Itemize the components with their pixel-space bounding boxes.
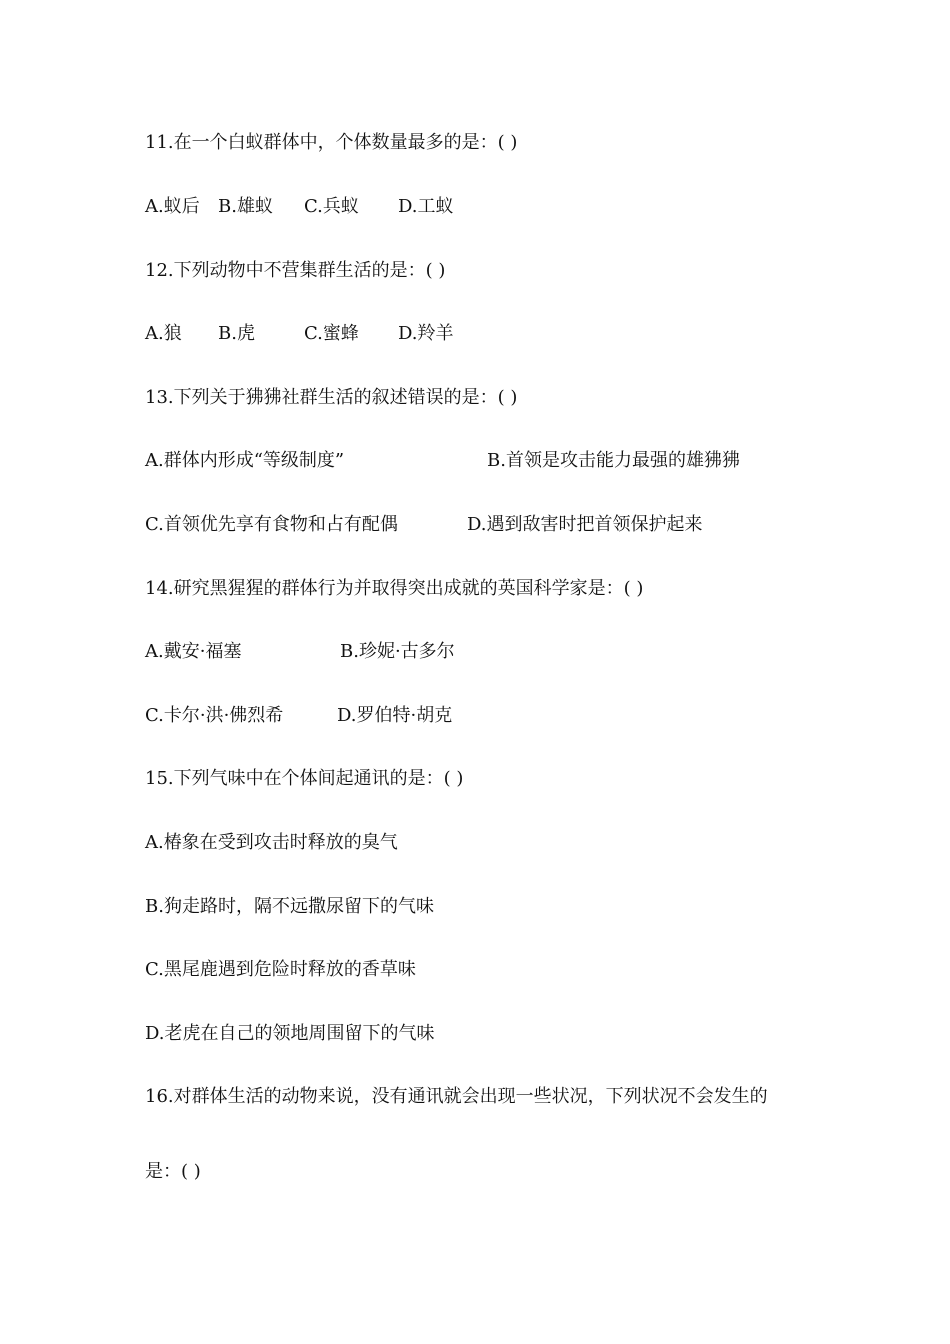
- question-11-option-c: C.兵蚁: [304, 196, 359, 217]
- question-12-option-c: C.蜜蜂: [304, 323, 359, 344]
- question-16-stem: 16.对群体生活的动物来说，没有通讯就会出现一些状况，下列状况不会发生的: [145, 1086, 768, 1107]
- question-15-option-b: B.狗走路时，隔不远撒尿留下的气味: [145, 896, 434, 917]
- question-15-option-d: D.老虎在自己的领地周围留下的气味: [145, 1023, 435, 1044]
- question-14-option-b: B.珍妮·古多尔: [340, 641, 455, 662]
- question-12-option-b: B.虎: [218, 323, 255, 344]
- question-14-option-c: C.卡尔·洪·佛烈希: [145, 705, 284, 726]
- question-15-option-c: C.黑尾鹿遇到危险时释放的香草味: [145, 959, 416, 980]
- question-14-option-d: D.罗伯特·胡克: [337, 705, 453, 726]
- question-14-stem: 14.研究黑猩猩的群体行为并取得突出成就的英国科学家是：( ): [145, 578, 644, 599]
- question-12-option-d: D.羚羊: [398, 323, 454, 344]
- question-15-stem: 15.下列气味中在个体间起通讯的是：( ): [145, 768, 464, 789]
- question-12-stem: 12.下列动物中不营集群生活的是：( ): [145, 260, 446, 281]
- question-13-option-b: B.首领是攻击能力最强的雄狒狒: [487, 450, 740, 471]
- question-12-option-a: A.狼: [145, 323, 182, 344]
- question-11-option-d: D.工蚁: [398, 196, 454, 217]
- question-14-option-a: A.戴安·福塞: [145, 641, 242, 662]
- question-13-option-c: C.首领优先享有食物和占有配偶: [145, 514, 398, 535]
- question-16-stem-continued: 是：( ): [145, 1161, 201, 1182]
- question-15-option-a: A.椿象在受到攻击时释放的臭气: [145, 832, 398, 853]
- question-11-stem: 11.在一个白蚁群体中，个体数量最多的是：( ): [145, 132, 518, 153]
- question-13-stem: 13.下列关于狒狒社群生活的叙述错误的是：( ): [145, 387, 518, 408]
- question-13-option-a: A.群体内形成“等级制度”: [145, 450, 345, 471]
- question-13-option-d: D.遇到敌害时把首领保护起来: [467, 514, 703, 535]
- question-11-option-b: B.雄蚁: [218, 196, 273, 217]
- question-11-option-a: A.蚁后: [145, 196, 200, 217]
